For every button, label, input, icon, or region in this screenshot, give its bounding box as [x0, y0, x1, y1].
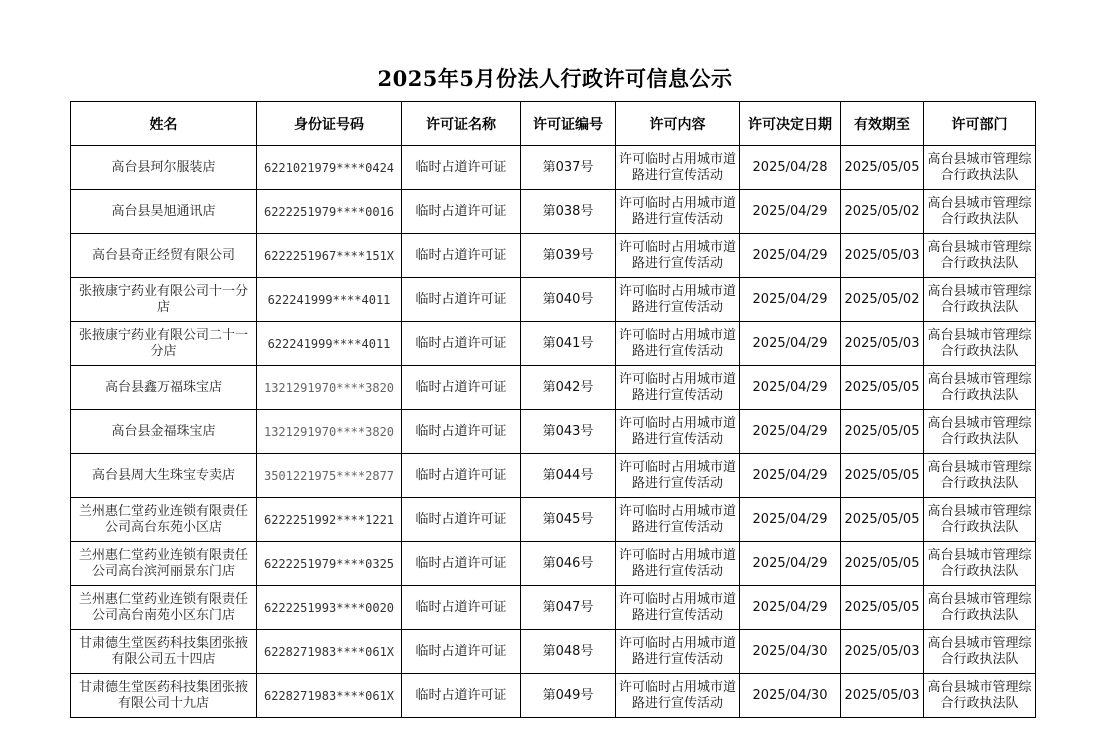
- cell-department: 高台县城市管理综合行政执法队: [924, 498, 1036, 542]
- table-row: [71, 410, 1036, 454]
- cell-name: 张掖康宁药业有限公司十一分店: [71, 278, 257, 322]
- cell-department: 高台县城市管理综合行政执法队: [924, 542, 1036, 586]
- cell-id: 6228271983****061X: [257, 674, 402, 718]
- cell-name: 兰州惠仁堂药业连锁有限责任公司高台南苑小区东门店: [71, 586, 257, 630]
- cell-decision-date: 2025/04/28: [740, 146, 841, 190]
- cell-license-no: 第039号: [521, 234, 616, 278]
- cell-id: 3501221975****2877: [257, 454, 402, 498]
- cell-decision-date: 2025/04/29: [740, 498, 841, 542]
- table-row: [71, 190, 1036, 234]
- table-row: [71, 366, 1036, 410]
- cell-license-no: 第048号: [521, 630, 616, 674]
- cell-valid-until: 2025/05/05: [841, 366, 924, 410]
- table-row: [71, 234, 1036, 278]
- table-row: [71, 278, 1036, 322]
- cell-license-name: 临时占道许可证: [402, 234, 521, 278]
- cell-license-no: 第049号: [521, 674, 616, 718]
- header-valid-until: 有效期至: [841, 102, 924, 146]
- cell-id: 1321291970****3820: [257, 410, 402, 454]
- cell-department: 高台县城市管理综合行政执法队: [924, 146, 1036, 190]
- cell-valid-until: 2025/05/03: [841, 630, 924, 674]
- page-title: 2025年5月份法人行政许可信息公示: [377, 66, 733, 91]
- cell-name: 高台县昊旭通讯店: [71, 190, 257, 234]
- cell-name: 高台县周大生珠宝专卖店: [71, 454, 257, 498]
- cell-name: 兰州惠仁堂药业连锁有限责任公司高台东苑小区店: [71, 498, 257, 542]
- cell-id: 6222251967****151X: [257, 234, 402, 278]
- cell-id: 622241999****4011: [257, 278, 402, 322]
- table-row: [71, 146, 1036, 190]
- cell-content: 许可临时占用城市道路进行宣传活动: [616, 234, 740, 278]
- cell-department: 高台县城市管理综合行政执法队: [924, 674, 1036, 718]
- cell-content: 许可临时占用城市道路进行宣传活动: [616, 454, 740, 498]
- cell-id: 622241999****4011: [257, 322, 402, 366]
- cell-content: 许可临时占用城市道路进行宣传活动: [616, 674, 740, 718]
- cell-license-no: 第046号: [521, 542, 616, 586]
- cell-license-name: 临时占道许可证: [402, 366, 521, 410]
- cell-decision-date: 2025/04/29: [740, 366, 841, 410]
- cell-department: 高台县城市管理综合行政执法队: [924, 278, 1036, 322]
- cell-department: 高台县城市管理综合行政执法队: [924, 322, 1036, 366]
- cell-id: 6228271983****061X: [257, 630, 402, 674]
- cell-content: 许可临时占用城市道路进行宣传活动: [616, 322, 740, 366]
- cell-department: 高台县城市管理综合行政执法队: [924, 454, 1036, 498]
- cell-license-name: 临时占道许可证: [402, 278, 521, 322]
- cell-name: 高台县奇正经贸有限公司: [71, 234, 257, 278]
- header-id: 身份证号码: [257, 102, 402, 146]
- cell-department: 高台县城市管理综合行政执法队: [924, 190, 1036, 234]
- cell-department: 高台县城市管理综合行政执法队: [924, 366, 1036, 410]
- cell-decision-date: 2025/04/29: [740, 410, 841, 454]
- license-table: [70, 101, 1036, 718]
- cell-name: 甘肃德生堂医药科技集团张掖有限公司十九店: [71, 674, 257, 718]
- cell-valid-until: 2025/05/03: [841, 234, 924, 278]
- cell-id: 6222251979****0016: [257, 190, 402, 234]
- cell-valid-until: 2025/05/02: [841, 190, 924, 234]
- cell-license-no: 第043号: [521, 410, 616, 454]
- table-row: [71, 322, 1036, 366]
- cell-license-name: 临时占道许可证: [402, 630, 521, 674]
- table-row: [71, 498, 1036, 542]
- cell-decision-date: 2025/04/29: [740, 586, 841, 630]
- cell-decision-date: 2025/04/29: [740, 278, 841, 322]
- cell-valid-until: 2025/05/05: [841, 410, 924, 454]
- cell-valid-until: 2025/05/02: [841, 278, 924, 322]
- cell-license-name: 临时占道许可证: [402, 586, 521, 630]
- cell-department: 高台县城市管理综合行政执法队: [924, 586, 1036, 630]
- cell-name: 甘肃德生堂医药科技集团张掖有限公司五十四店: [71, 630, 257, 674]
- cell-valid-until: 2025/05/05: [841, 586, 924, 630]
- cell-license-no: 第044号: [521, 454, 616, 498]
- table-row: [71, 586, 1036, 630]
- cell-valid-until: 2025/05/03: [841, 322, 924, 366]
- cell-content: 许可临时占用城市道路进行宣传活动: [616, 366, 740, 410]
- cell-license-name: 临时占道许可证: [402, 498, 521, 542]
- cell-license-no: 第040号: [521, 278, 616, 322]
- cell-content: 许可临时占用城市道路进行宣传活动: [616, 586, 740, 630]
- header-license-no: 许可证编号: [521, 102, 616, 146]
- cell-name: 高台县鑫万福珠宝店: [71, 366, 257, 410]
- cell-license-name: 临时占道许可证: [402, 542, 521, 586]
- cell-id: 6221021979****0424: [257, 146, 402, 190]
- cell-id: 6222251992****1221: [257, 498, 402, 542]
- cell-name: 兰州惠仁堂药业连锁有限责任公司高台滨河丽景东门店: [71, 542, 257, 586]
- cell-name: 高台县珂尔服装店: [71, 146, 257, 190]
- cell-license-name: 临时占道许可证: [402, 322, 521, 366]
- cell-license-name: 临时占道许可证: [402, 454, 521, 498]
- cell-department: 高台县城市管理综合行政执法队: [924, 630, 1036, 674]
- cell-license-name: 临时占道许可证: [402, 146, 521, 190]
- table-row: [71, 630, 1036, 674]
- cell-id: 6222251979****0325: [257, 542, 402, 586]
- table-row: [71, 454, 1036, 498]
- cell-license-no: 第042号: [521, 366, 616, 410]
- cell-decision-date: 2025/04/29: [740, 234, 841, 278]
- cell-id: 1321291970****3820: [257, 366, 402, 410]
- cell-content: 许可临时占用城市道路进行宣传活动: [616, 146, 740, 190]
- header-department: 许可部门: [924, 102, 1036, 146]
- cell-license-no: 第045号: [521, 498, 616, 542]
- cell-decision-date: 2025/04/29: [740, 542, 841, 586]
- cell-decision-date: 2025/04/29: [740, 190, 841, 234]
- cell-department: 高台县城市管理综合行政执法队: [924, 410, 1036, 454]
- cell-license-name: 临时占道许可证: [402, 190, 521, 234]
- cell-content: 许可临时占用城市道路进行宣传活动: [616, 542, 740, 586]
- cell-license-no: 第038号: [521, 190, 616, 234]
- cell-department: 高台县城市管理综合行政执法队: [924, 234, 1036, 278]
- cell-license-name: 临时占道许可证: [402, 410, 521, 454]
- cell-name: 张掖康宁药业有限公司二十一分店: [71, 322, 257, 366]
- cell-content: 许可临时占用城市道路进行宣传活动: [616, 630, 740, 674]
- cell-name: 高台县金福珠宝店: [71, 410, 257, 454]
- header-name: 姓名: [71, 102, 257, 146]
- header-decision-date: 许可决定日期: [740, 102, 841, 146]
- cell-license-no: 第047号: [521, 586, 616, 630]
- cell-id: 6222251993****0020: [257, 586, 402, 630]
- cell-decision-date: 2025/04/30: [740, 630, 841, 674]
- table-row: [71, 542, 1036, 586]
- cell-decision-date: 2025/04/30: [740, 674, 841, 718]
- cell-license-name: 临时占道许可证: [402, 674, 521, 718]
- cell-content: 许可临时占用城市道路进行宣传活动: [616, 498, 740, 542]
- cell-decision-date: 2025/04/29: [740, 454, 841, 498]
- header-content: 许可内容: [616, 102, 740, 146]
- cell-valid-until: 2025/05/05: [841, 146, 924, 190]
- cell-content: 许可临时占用城市道路进行宣传活动: [616, 190, 740, 234]
- header-row: [71, 102, 1036, 146]
- cell-license-no: 第037号: [521, 146, 616, 190]
- cell-license-no: 第041号: [521, 322, 616, 366]
- cell-valid-until: 2025/05/05: [841, 454, 924, 498]
- cell-valid-until: 2025/05/03: [841, 674, 924, 718]
- cell-valid-until: 2025/05/05: [841, 498, 924, 542]
- cell-content: 许可临时占用城市道路进行宣传活动: [616, 410, 740, 454]
- cell-decision-date: 2025/04/29: [740, 322, 841, 366]
- cell-valid-until: 2025/05/05: [841, 542, 924, 586]
- table-row: [71, 674, 1036, 718]
- cell-content: 许可临时占用城市道路进行宣传活动: [616, 278, 740, 322]
- header-license-name: 许可证名称: [402, 102, 521, 146]
